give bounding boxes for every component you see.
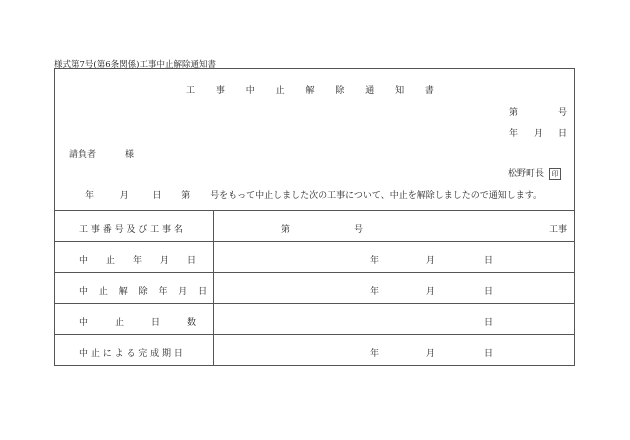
row-divider (55, 334, 574, 335)
row-label-suspension-days: 中 止 日 数 (79, 318, 197, 328)
cell-year: 年 (370, 349, 380, 359)
row-label-completion-date: 中 止 に よ る 完 成 期 日 (79, 349, 183, 359)
body-text: 号をもって中止しました次の工事について、中止を解除しましたので通知します。 (210, 191, 542, 201)
issuer-line (508, 166, 561, 180)
cell-year: 年 (370, 287, 380, 297)
cell-month: 月 (426, 256, 436, 266)
row-divider (55, 241, 574, 242)
body-day: 日 (152, 191, 162, 201)
cell-day: 日 (484, 256, 494, 266)
number-go: 号 (558, 108, 568, 118)
addressee-honorific: 様 (125, 150, 135, 160)
column-divider (213, 210, 214, 365)
cell-day: 日 (484, 349, 494, 359)
number-dai: 第 (509, 108, 519, 118)
body-dai: 第 (181, 191, 191, 201)
notice-body (85, 188, 542, 201)
row-label-suspension-date: 中 止 年 月 日 (79, 256, 197, 266)
cell-month: 月 (426, 287, 436, 297)
cell-go: 号 (354, 225, 364, 235)
row-label-project: 工 事 番 号 及 び 工 事 名 (79, 225, 183, 235)
row-divider (55, 303, 574, 304)
issuer-name: 松野町長 (508, 169, 545, 179)
cell-dai: 第 (281, 225, 291, 235)
notice-form (54, 68, 575, 366)
cell-koji: 工事 (549, 225, 568, 235)
cell-day: 日 (484, 287, 494, 297)
table-top-border (55, 210, 574, 211)
cell-days: 日 (484, 318, 494, 328)
body-year: 年 (85, 191, 95, 201)
body-month: 月 (119, 191, 129, 201)
row-label-lift-date: 中 止 解 除 年 月 日 (79, 287, 212, 297)
document-title: 工 事 中 止 解 除 通 知 書 (186, 86, 443, 96)
date-month: 月 (534, 129, 544, 139)
cell-year: 年 (370, 256, 380, 266)
row-divider (55, 272, 574, 273)
cell-month: 月 (426, 349, 436, 359)
date-day: 日 (558, 129, 568, 139)
date-year: 年 (509, 129, 519, 139)
form-number-label: 様式第7号(第6条関係)工事中止解除通知書 (54, 60, 216, 70)
seal-mark: 印 (549, 168, 561, 180)
addressee-label: 請負者 (69, 150, 97, 160)
